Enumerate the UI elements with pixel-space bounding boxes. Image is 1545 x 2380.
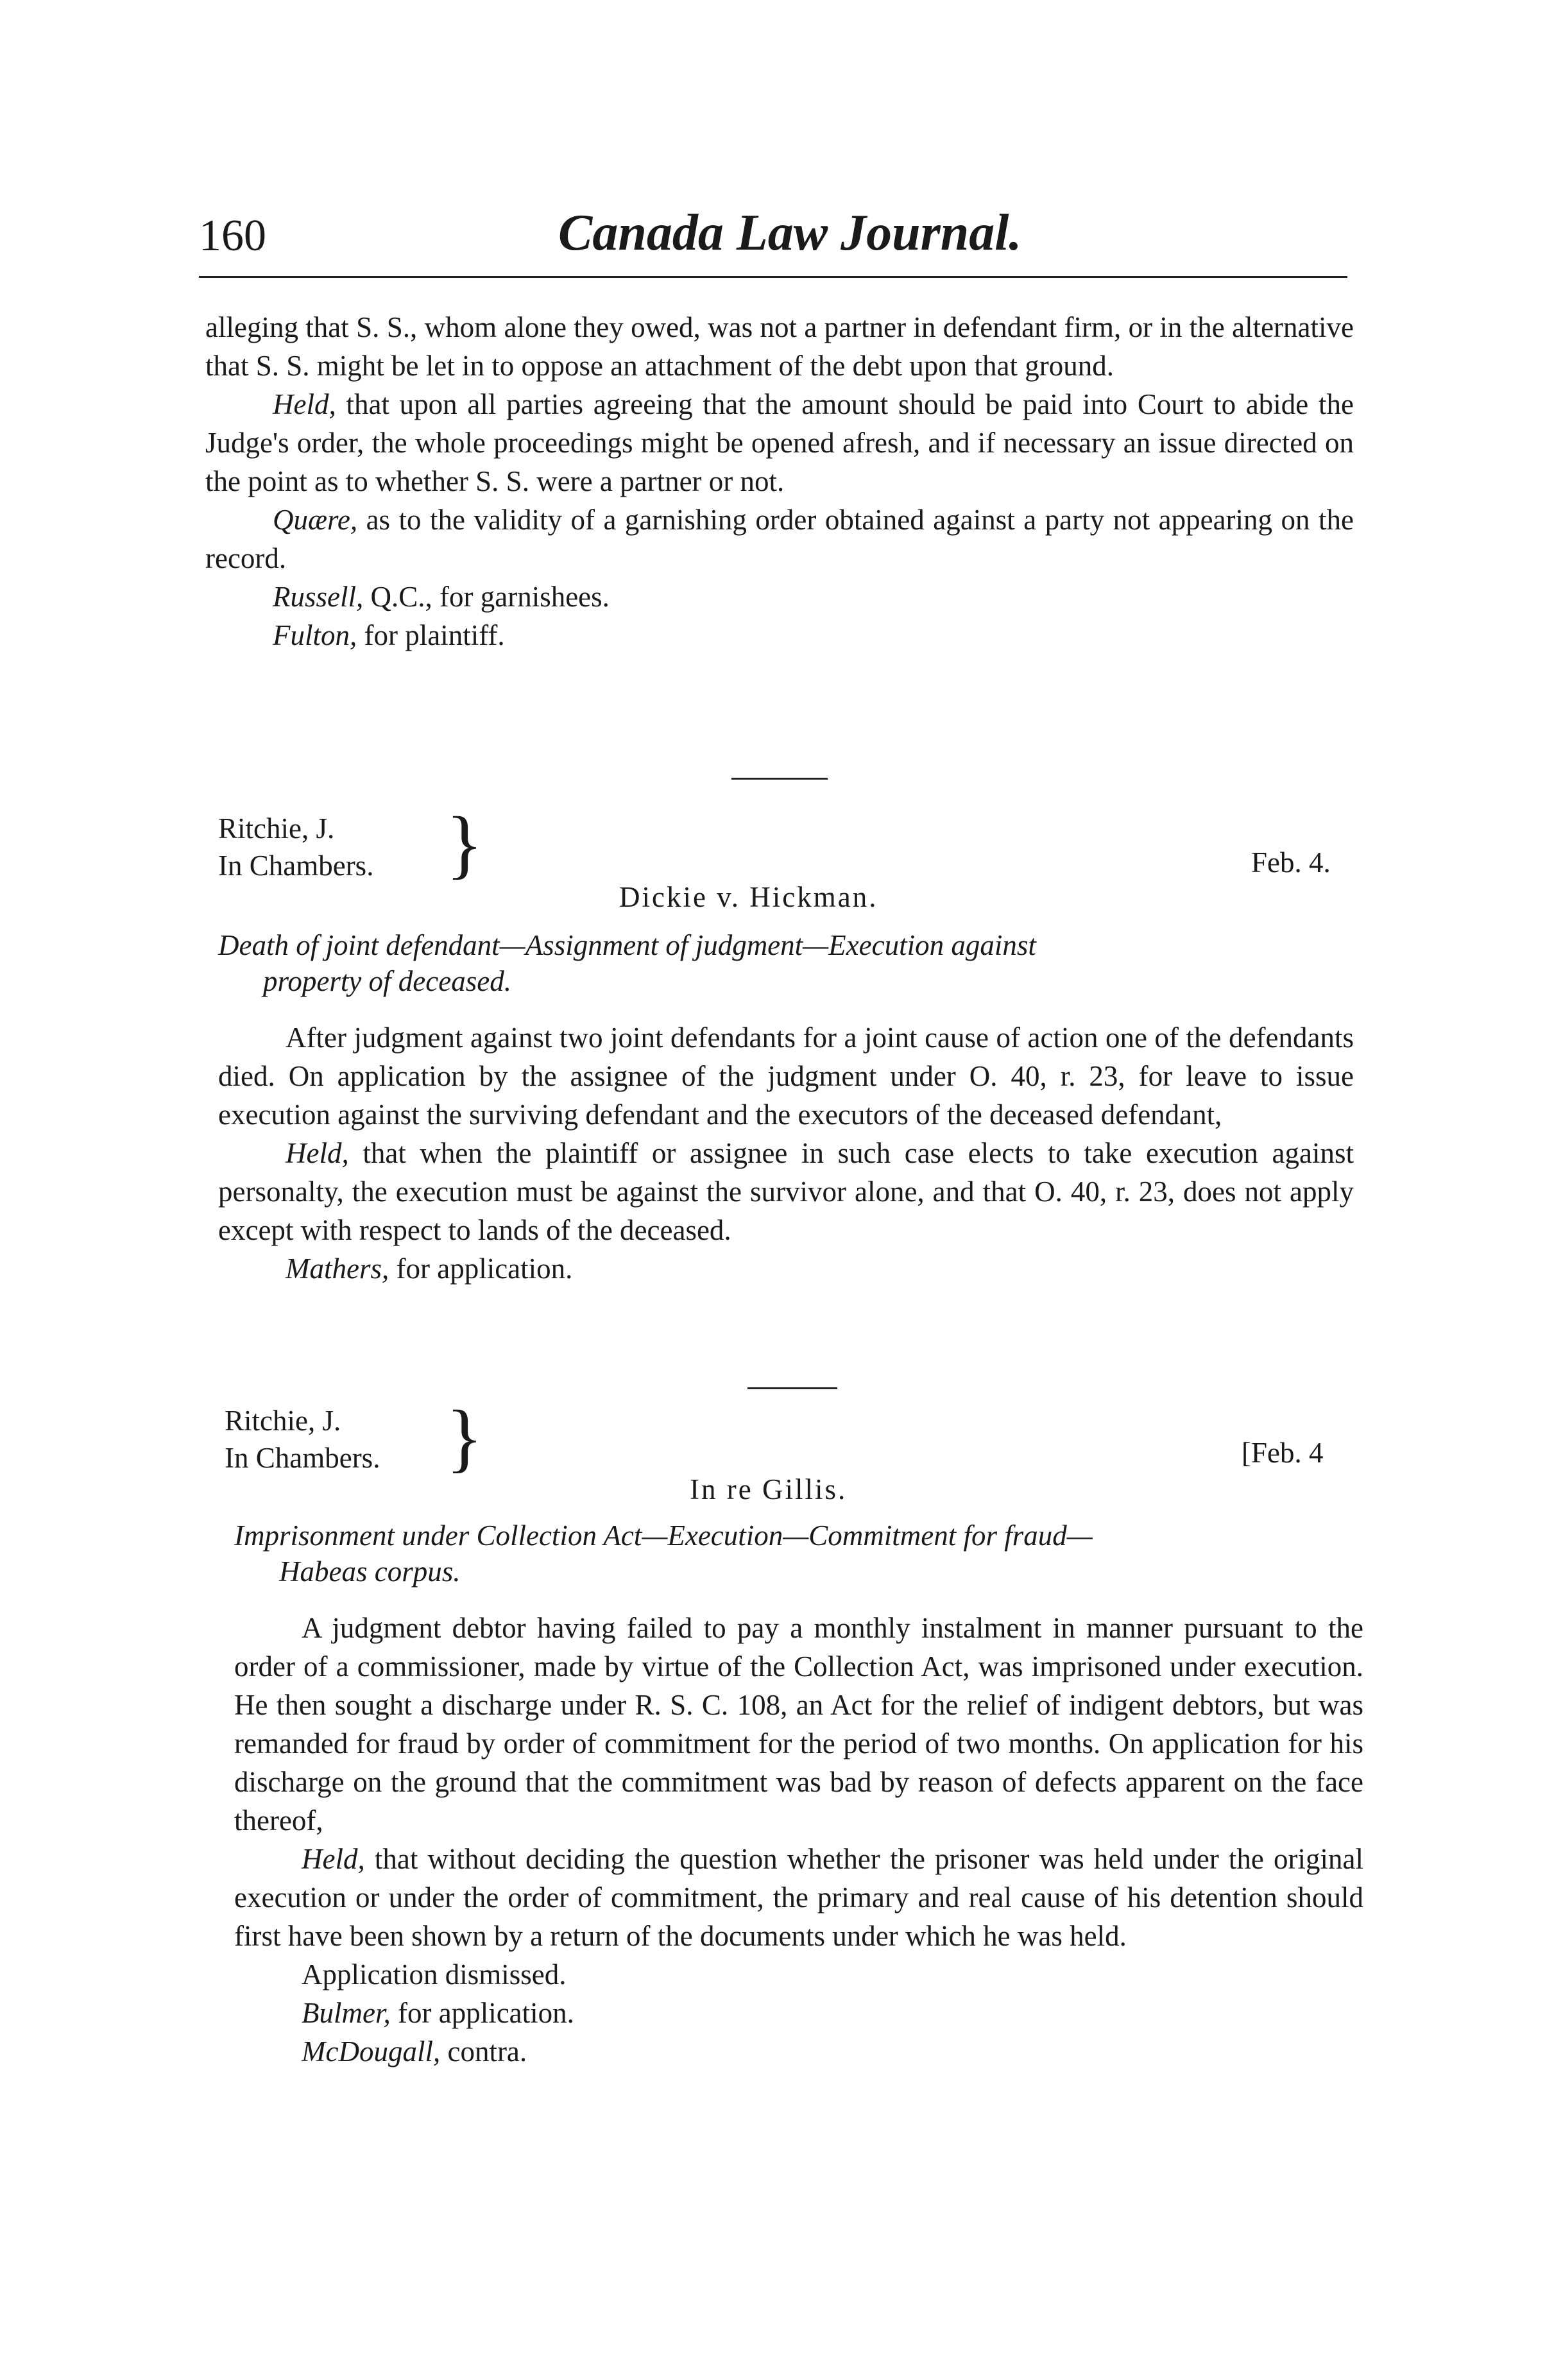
counsel-role: Q.C., for garnishees. — [363, 581, 610, 613]
held-paragraph — [205, 385, 1354, 501]
counsel-line — [205, 578, 1354, 616]
counsel-name: Bulmer, — [302, 1997, 391, 2029]
judge-name: Ritchie, J. — [218, 812, 335, 844]
counsel-role: for plaintiff. — [357, 619, 505, 651]
counsel-name: McDougall, — [302, 2035, 441, 2068]
continued-case — [205, 308, 1354, 655]
headnote-line: Death of joint defendant—Assignment of judgment—Execution against — [218, 929, 1036, 961]
continued-paragraph: alleging that S. S., whom alone they owed, was not a partner in defendant firm, or in the alternative that S. S. might be let in to oppose an attachment of the debt upon that ground. — [205, 311, 1354, 382]
counsel-role: contra. — [440, 2035, 527, 2068]
judge-name: Ritchie, J. — [225, 1405, 341, 1437]
case-date: Feb. 4. — [1251, 846, 1331, 878]
held-label: Held, — [286, 1137, 349, 1169]
header-rule — [199, 276, 1347, 278]
counsel-line — [234, 1994, 1363, 2032]
counsel-name: Fulton, — [273, 619, 357, 651]
counsel-name: Mathers, — [286, 1253, 389, 1285]
case-body — [234, 1518, 1363, 2071]
result-line: Application dismissed. — [302, 1958, 567, 1990]
court-info — [218, 810, 373, 884]
page-number: 160 — [199, 211, 266, 261]
held-label: Held, — [302, 1843, 365, 1875]
quaere-label: Quære, — [273, 504, 358, 536]
held-text: that upon all parties agreeing that the amount should be paid into Court to abide the Judge's order, the whole proceedings might be opened afresh, and if necessary an issue directed on the point as to whether S. S. were a partner or not. — [205, 388, 1354, 497]
quaere-paragraph — [205, 501, 1354, 578]
case-date: [Feb. 4 — [1242, 1437, 1324, 1469]
brace-glyph: } — [446, 801, 483, 886]
section-divider — [747, 1387, 837, 1389]
section-divider — [731, 778, 828, 780]
held-paragraph — [234, 1840, 1363, 1955]
headnote-line: Habeas corpus. — [279, 1555, 461, 1588]
counsel-line — [205, 616, 1354, 655]
court-info — [225, 1402, 380, 1477]
facts-paragraph: After judgment against two joint defendants for a joint cause of action one of the defendants died. On application by the assignee of the judgment under O. 40, r. 23, for leave to issue execution against the surviving defendant and the executors of the deceased defendant, — [218, 1022, 1354, 1131]
chambers-label: In Chambers. — [225, 1442, 380, 1474]
headnote-line: property of deceased. — [263, 965, 511, 997]
headnote-line: Imprisonment under Collection Act—Execution—Commitment for fraud— — [234, 1520, 1093, 1552]
held-text: that when the plaintiff or assignee in such case elects to take execution against personalty, the execution must be against the survivor alone, and that O. 40, r. 23, does not apply except with respect to lands of the deceased. — [218, 1137, 1354, 1246]
case-body — [218, 927, 1354, 1288]
held-label: Held, — [273, 388, 336, 420]
chambers-label: In Chambers. — [218, 850, 374, 882]
counsel-role: for application. — [389, 1253, 573, 1285]
counsel-line — [218, 1249, 1354, 1288]
headnote — [218, 927, 1354, 999]
counsel-role: for application. — [390, 1997, 574, 2029]
held-text: that without deciding the question whether the prisoner was held under the original execution or under the order of commitment, the primary and real cause of his detention should first have been shown by a return of the documents under which he was held. — [234, 1843, 1363, 1952]
quaere-text: as to the validity of a garnishing order obtained against a party not appearing on the record. — [205, 504, 1354, 574]
brace-glyph: } — [446, 1394, 483, 1480]
counsel-line — [234, 2032, 1363, 2071]
headnote — [234, 1518, 1363, 1589]
held-paragraph — [218, 1134, 1354, 1249]
case-title: In re Gillis. — [690, 1473, 848, 1505]
journal-title: Canada Law Journal. — [558, 205, 1022, 261]
case-title: Dickie v. Hickman. — [619, 881, 878, 913]
facts-paragraph: A judgment debtor having failed to pay a monthly instalment in manner pursuant to the order of a commissioner, made by virtue of the Collection Act, was imprisoned under execution. He then sought a discharge under R. S. C. 108, an Act for the relief of indigent debtors, but was remanded for fraud by order of commitment for the period of two months. On application for his discharge on the ground that the commitment was bad by reason of defects apparent on the face thereof, — [234, 1612, 1363, 1836]
page-header — [199, 204, 1347, 275]
counsel-name: Russell, — [273, 581, 364, 613]
